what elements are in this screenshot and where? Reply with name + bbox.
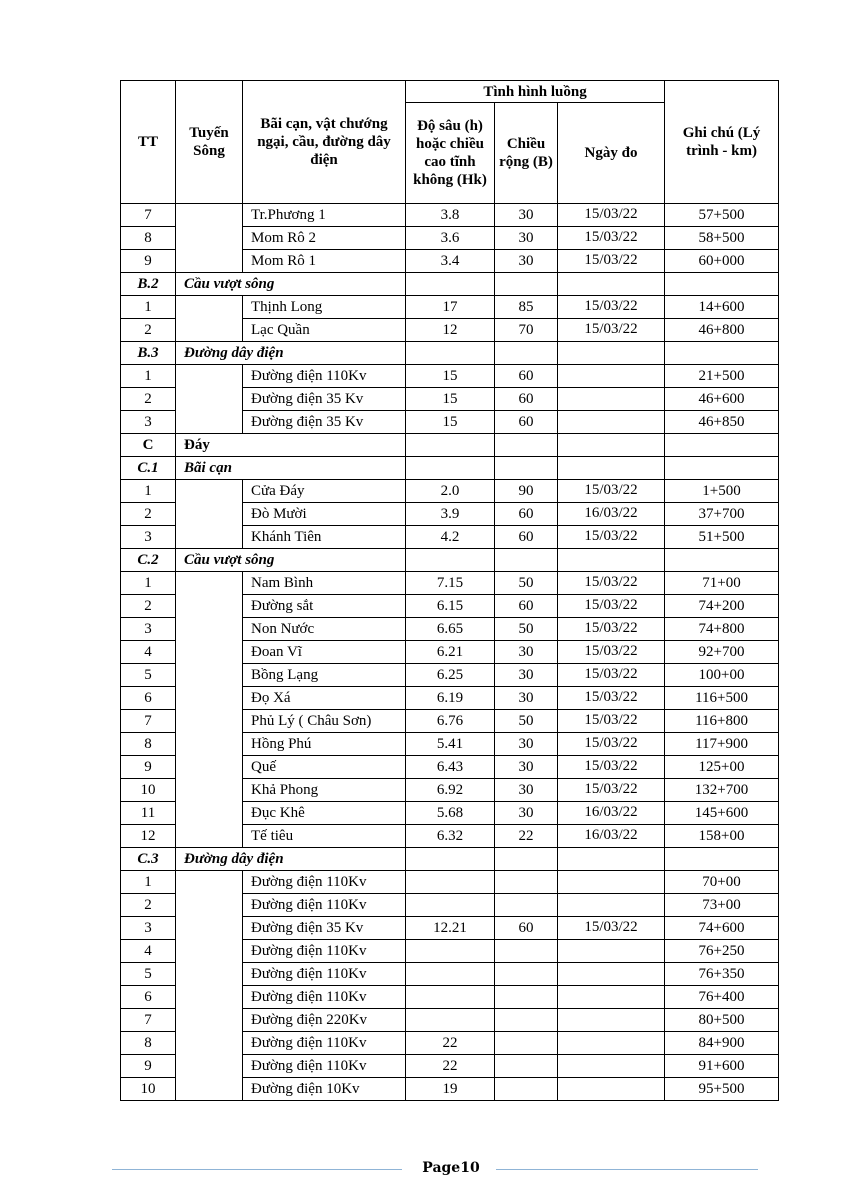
depth-value: [406, 963, 495, 986]
measure-date: 15/03/22: [558, 296, 665, 319]
width-value: 60: [495, 595, 558, 618]
empty-cell: [558, 273, 665, 296]
measure-date: [558, 963, 665, 986]
section-row: [121, 549, 779, 572]
width-value: 60: [495, 917, 558, 940]
km-note: 116+800: [665, 710, 779, 733]
km-note: 91+600: [665, 1055, 779, 1078]
section-title: Cầu vượt sông: [176, 273, 406, 296]
depth-value: 3.9: [406, 503, 495, 526]
depth-value: 6.19: [406, 687, 495, 710]
km-note: 100+00: [665, 664, 779, 687]
measure-date: 15/03/22: [558, 687, 665, 710]
width-value: [495, 986, 558, 1009]
width-value: [495, 1078, 558, 1101]
empty-cell: [406, 273, 495, 296]
row-tt: 1: [121, 871, 176, 894]
obstacle-name: Đò Mười: [243, 503, 406, 526]
depth-value: [406, 940, 495, 963]
obstacle-name: Khánh Tiên: [243, 526, 406, 549]
route-cell: [176, 296, 243, 342]
section-row: [121, 273, 779, 296]
measure-date: 15/03/22: [558, 710, 665, 733]
row-tt: 6: [121, 687, 176, 710]
header-tt: TT: [121, 81, 176, 204]
width-value: 90: [495, 480, 558, 503]
obstacle-name: Đường điện 110Kv: [243, 940, 406, 963]
width-value: 60: [495, 411, 558, 434]
row-tt: 8: [121, 227, 176, 250]
width-value: 70: [495, 319, 558, 342]
km-note: 145+600: [665, 802, 779, 825]
row-tt: 5: [121, 664, 176, 687]
width-value: 30: [495, 756, 558, 779]
depth-value: 4.2: [406, 526, 495, 549]
measure-date: 15/03/22: [558, 756, 665, 779]
obstacle-name: Thịnh Long: [243, 296, 406, 319]
km-note: 76+400: [665, 986, 779, 1009]
empty-cell: [558, 457, 665, 480]
obstacle-name: Cửa Đáy: [243, 480, 406, 503]
measure-date: [558, 871, 665, 894]
width-value: [495, 1032, 558, 1055]
row-tt: 1: [121, 572, 176, 595]
depth-value: [406, 871, 495, 894]
km-note: 80+500: [665, 1009, 779, 1032]
obstacle-name: Đường điện 35 Kv: [243, 411, 406, 434]
row-tt: 1: [121, 480, 176, 503]
measure-date: 15/03/22: [558, 480, 665, 503]
row-tt: 8: [121, 733, 176, 756]
empty-cell: [406, 549, 495, 572]
row-tt: 2: [121, 388, 176, 411]
km-note: 92+700: [665, 641, 779, 664]
row-tt: 7: [121, 1009, 176, 1032]
km-note: 76+350: [665, 963, 779, 986]
obstacle-name: Mom Rô 2: [243, 227, 406, 250]
row-tt: 1: [121, 296, 176, 319]
row-tt: 3: [121, 618, 176, 641]
empty-cell: [665, 342, 779, 365]
empty-cell: [495, 457, 558, 480]
width-value: [495, 894, 558, 917]
route-cell: [176, 480, 243, 549]
header-route: Tuyến Sông: [176, 81, 243, 204]
km-note: 132+700: [665, 779, 779, 802]
empty-cell: [406, 848, 495, 871]
obstacle-name: Phủ Lý ( Châu Sơn): [243, 710, 406, 733]
depth-value: 12: [406, 319, 495, 342]
km-note: 84+900: [665, 1032, 779, 1055]
measure-date: [558, 1078, 665, 1101]
km-note: 57+500: [665, 204, 779, 227]
depth-value: 15: [406, 388, 495, 411]
km-note: 46+850: [665, 411, 779, 434]
measure-date: [558, 411, 665, 434]
empty-cell: [558, 848, 665, 871]
obstacle-name: Đường điện 110Kv: [243, 963, 406, 986]
header-depth: Độ sâu (h) hoặc chiều cao tĩnh không (Hk): [406, 103, 495, 204]
width-value: 50: [495, 572, 558, 595]
empty-cell: [558, 342, 665, 365]
obstacle-name: Đường điện 110Kv: [243, 894, 406, 917]
km-note: 125+00: [665, 756, 779, 779]
measure-date: [558, 1032, 665, 1055]
empty-cell: [495, 273, 558, 296]
obstacle-name: Đường sắt: [243, 595, 406, 618]
section-title: Cầu vượt sông: [176, 549, 406, 572]
km-note: 46+600: [665, 388, 779, 411]
km-note: 117+900: [665, 733, 779, 756]
measure-date: [558, 894, 665, 917]
depth-value: 6.15: [406, 595, 495, 618]
measure-date: 15/03/22: [558, 733, 665, 756]
km-note: 116+500: [665, 687, 779, 710]
km-note: 74+600: [665, 917, 779, 940]
empty-cell: [665, 457, 779, 480]
depth-value: 5.41: [406, 733, 495, 756]
width-value: 30: [495, 802, 558, 825]
measure-date: 15/03/22: [558, 204, 665, 227]
obstacle-name: Đường điện 10Kv: [243, 1078, 406, 1101]
empty-cell: [406, 434, 495, 457]
km-note: 71+00: [665, 572, 779, 595]
header-width: Chiều rộng (B): [495, 103, 558, 204]
depth-value: 6.21: [406, 641, 495, 664]
km-note: 37+700: [665, 503, 779, 526]
km-note: 95+500: [665, 1078, 779, 1101]
width-value: 60: [495, 526, 558, 549]
measure-date: [558, 986, 665, 1009]
depth-value: 6.92: [406, 779, 495, 802]
km-note: 74+800: [665, 618, 779, 641]
km-note: 58+500: [665, 227, 779, 250]
table-row: [121, 365, 779, 388]
width-value: [495, 940, 558, 963]
section-code: B.2: [121, 273, 176, 296]
measure-date: 15/03/22: [558, 250, 665, 273]
depth-value: 22: [406, 1055, 495, 1078]
width-value: 60: [495, 388, 558, 411]
section-code: C.2: [121, 549, 176, 572]
row-tt: 7: [121, 710, 176, 733]
width-value: 30: [495, 227, 558, 250]
width-value: [495, 963, 558, 986]
row-tt: 10: [121, 1078, 176, 1101]
depth-value: 19: [406, 1078, 495, 1101]
km-note: 51+500: [665, 526, 779, 549]
row-tt: 2: [121, 319, 176, 342]
empty-cell: [665, 848, 779, 871]
row-tt: 4: [121, 940, 176, 963]
header-channel-status: Tình hình luồng: [406, 81, 665, 103]
width-value: [495, 871, 558, 894]
table-row: [121, 480, 779, 503]
depth-value: 6.25: [406, 664, 495, 687]
row-tt: 7: [121, 204, 176, 227]
measure-date: [558, 1009, 665, 1032]
river-obstacle-table: [120, 80, 779, 1101]
width-value: 30: [495, 733, 558, 756]
km-note: 60+000: [665, 250, 779, 273]
section-row: [121, 457, 779, 480]
measure-date: 16/03/22: [558, 825, 665, 848]
section-row: [121, 434, 779, 457]
measure-date: 15/03/22: [558, 572, 665, 595]
row-tt: 3: [121, 917, 176, 940]
km-note: 21+500: [665, 365, 779, 388]
section-row: [121, 848, 779, 871]
route-cell: [176, 365, 243, 434]
km-note: 1+500: [665, 480, 779, 503]
obstacle-name: Đường điện 110Kv: [243, 365, 406, 388]
page-footer: [112, 1160, 758, 1180]
obstacle-name: Hồng Phú: [243, 733, 406, 756]
width-value: 22: [495, 825, 558, 848]
table-body: [121, 204, 779, 1101]
table-row: [121, 296, 779, 319]
table-row: [121, 204, 779, 227]
empty-cell: [665, 549, 779, 572]
row-tt: 2: [121, 595, 176, 618]
table-row: [121, 572, 779, 595]
obstacle-name: Quế: [243, 756, 406, 779]
depth-value: 6.32: [406, 825, 495, 848]
section-title: Đường dây điện: [176, 848, 406, 871]
km-note: 74+200: [665, 595, 779, 618]
width-value: 50: [495, 618, 558, 641]
obstacle-name: Lạc Quần: [243, 319, 406, 342]
measure-date: 15/03/22: [558, 917, 665, 940]
obstacle-name: Đường điện 110Kv: [243, 986, 406, 1009]
measure-date: 15/03/22: [558, 618, 665, 641]
measure-date: 15/03/22: [558, 526, 665, 549]
width-value: [495, 1009, 558, 1032]
depth-value: 6.65: [406, 618, 495, 641]
measure-date: [558, 388, 665, 411]
row-tt: 12: [121, 825, 176, 848]
empty-cell: [665, 273, 779, 296]
empty-cell: [495, 434, 558, 457]
header-note: Ghi chú (Lý trình - km): [665, 81, 779, 204]
measure-date: 15/03/22: [558, 779, 665, 802]
depth-value: 2.0: [406, 480, 495, 503]
depth-value: 3.6: [406, 227, 495, 250]
obstacle-name: Đường điện 110Kv: [243, 871, 406, 894]
obstacle-name: Đường điện 110Kv: [243, 1055, 406, 1078]
empty-cell: [406, 457, 495, 480]
row-tt: 3: [121, 411, 176, 434]
obstacle-name: Non Nước: [243, 618, 406, 641]
width-value: 30: [495, 250, 558, 273]
width-value: 85: [495, 296, 558, 319]
obstacle-name: Đường điện 35 Kv: [243, 917, 406, 940]
width-value: 30: [495, 641, 558, 664]
obstacle-name: Mom Rô 1: [243, 250, 406, 273]
empty-cell: [495, 549, 558, 572]
empty-cell: [558, 549, 665, 572]
row-tt: 1: [121, 365, 176, 388]
row-tt: 11: [121, 802, 176, 825]
measure-date: 15/03/22: [558, 595, 665, 618]
obstacle-name: Tế tiêu: [243, 825, 406, 848]
row-tt: 10: [121, 779, 176, 802]
measure-date: 15/03/22: [558, 319, 665, 342]
section-title: Đáy: [176, 434, 406, 457]
depth-value: 6.43: [406, 756, 495, 779]
measure-date: [558, 365, 665, 388]
measure-date: [558, 940, 665, 963]
measure-date: 15/03/22: [558, 227, 665, 250]
row-tt: 8: [121, 1032, 176, 1055]
depth-value: 3.8: [406, 204, 495, 227]
route-cell: [176, 204, 243, 273]
row-tt: 5: [121, 963, 176, 986]
empty-cell: [495, 342, 558, 365]
width-value: 30: [495, 779, 558, 802]
width-value: 50: [495, 710, 558, 733]
row-tt: 4: [121, 641, 176, 664]
obstacle-name: Đoan Vĩ: [243, 641, 406, 664]
header-date: Ngày đo: [558, 103, 665, 204]
obstacle-name: Bồng Lạng: [243, 664, 406, 687]
row-tt: 9: [121, 1055, 176, 1078]
width-value: 60: [495, 503, 558, 526]
width-value: [495, 1055, 558, 1078]
empty-cell: [558, 434, 665, 457]
section-code: C.3: [121, 848, 176, 871]
empty-cell: [406, 342, 495, 365]
page-number: Page10: [422, 1160, 480, 1176]
obstacle-name: Đường điện 220Kv: [243, 1009, 406, 1032]
km-note: 76+250: [665, 940, 779, 963]
obstacle-name: Đường điện 35 Kv: [243, 388, 406, 411]
depth-value: 12.21: [406, 917, 495, 940]
km-note: 73+00: [665, 894, 779, 917]
section-code: C: [121, 434, 176, 457]
route-cell: [176, 871, 243, 1101]
row-tt: 2: [121, 503, 176, 526]
depth-value: 15: [406, 411, 495, 434]
obstacle-name: Đường điện 110Kv: [243, 1032, 406, 1055]
measure-date: 16/03/22: [558, 802, 665, 825]
km-note: 70+00: [665, 871, 779, 894]
measure-date: 16/03/22: [558, 503, 665, 526]
row-tt: 9: [121, 756, 176, 779]
row-tt: 2: [121, 894, 176, 917]
depth-value: 22: [406, 1032, 495, 1055]
route-cell: [176, 572, 243, 848]
header-obstacle: Bãi cạn, vật chướng ngại, cầu, đường dây điện: [243, 81, 406, 204]
table-row: [121, 871, 779, 894]
width-value: 30: [495, 204, 558, 227]
measure-date: 15/03/22: [558, 664, 665, 687]
width-value: 30: [495, 664, 558, 687]
km-note: 14+600: [665, 296, 779, 319]
empty-cell: [495, 848, 558, 871]
depth-value: 7.15: [406, 572, 495, 595]
depth-value: 5.68: [406, 802, 495, 825]
footer-rule-right: [496, 1169, 758, 1170]
width-value: 60: [495, 365, 558, 388]
section-code: B.3: [121, 342, 176, 365]
section-code: C.1: [121, 457, 176, 480]
km-note: 46+800: [665, 319, 779, 342]
depth-value: [406, 986, 495, 1009]
row-tt: 9: [121, 250, 176, 273]
row-tt: 3: [121, 526, 176, 549]
section-row: [121, 342, 779, 365]
footer-rule-left: [112, 1169, 402, 1170]
depth-value: [406, 894, 495, 917]
obstacle-name: Tr.Phương 1: [243, 204, 406, 227]
obstacle-name: Đọ Xá: [243, 687, 406, 710]
section-title: Bãi cạn: [176, 457, 406, 480]
depth-value: [406, 1009, 495, 1032]
depth-value: 15: [406, 365, 495, 388]
obstacle-name: Nam Bình: [243, 572, 406, 595]
obstacle-name: Đục Khê: [243, 802, 406, 825]
row-tt: 6: [121, 986, 176, 1009]
depth-value: 6.76: [406, 710, 495, 733]
section-title: Đường dây điện: [176, 342, 406, 365]
depth-value: 17: [406, 296, 495, 319]
empty-cell: [665, 434, 779, 457]
measure-date: [558, 1055, 665, 1078]
measure-date: 15/03/22: [558, 641, 665, 664]
width-value: 30: [495, 687, 558, 710]
km-note: 158+00: [665, 825, 779, 848]
obstacle-name: Khả Phong: [243, 779, 406, 802]
depth-value: 3.4: [406, 250, 495, 273]
